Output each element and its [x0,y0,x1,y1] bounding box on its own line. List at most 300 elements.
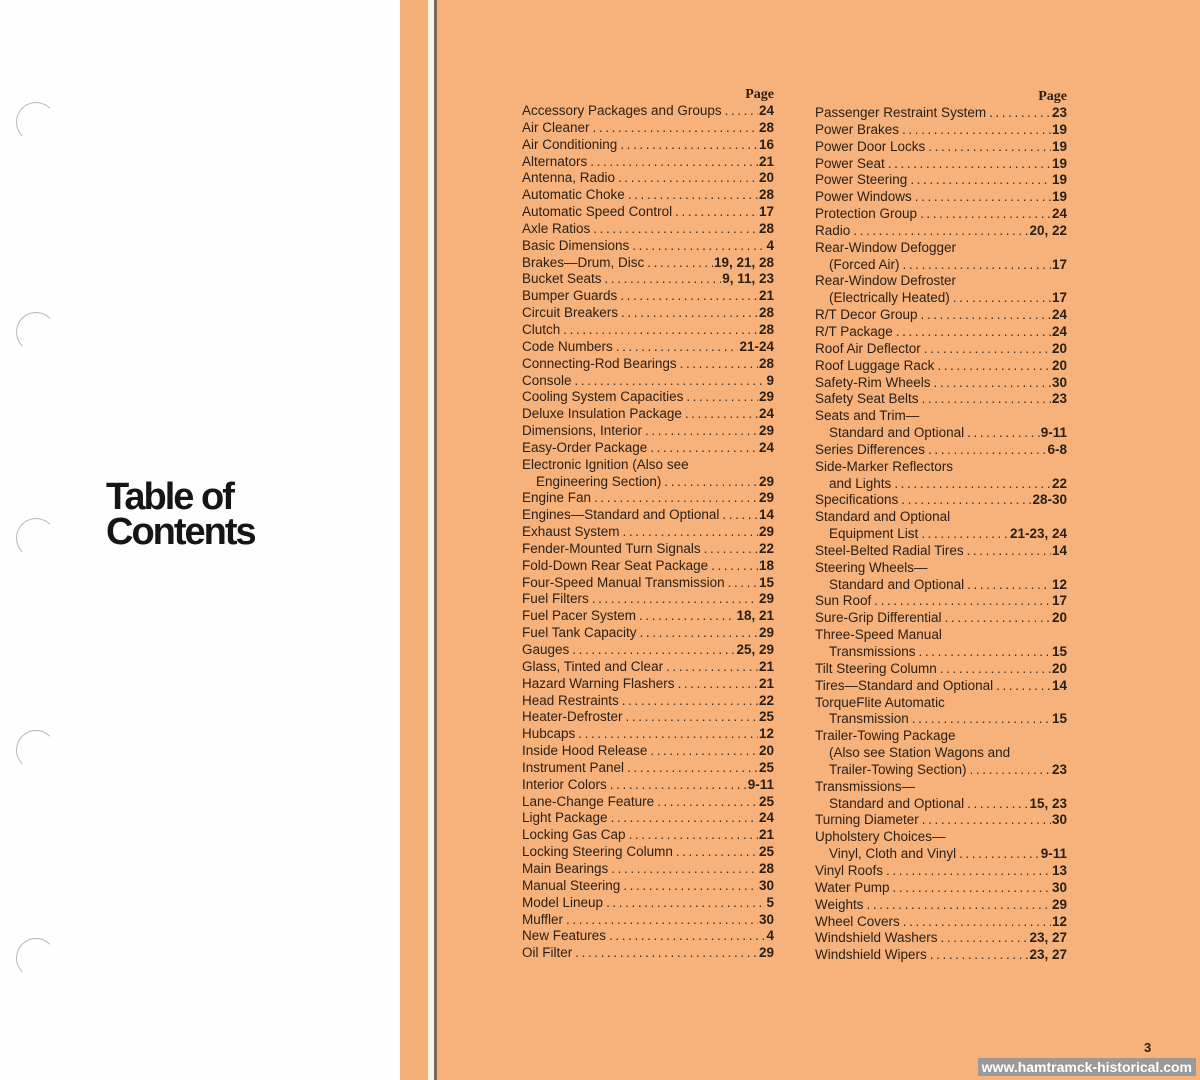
entry-label: Windshield Washers [815,930,938,946]
index-entry [522,575,774,592]
entry-page: 25 [758,709,774,725]
dot-leader [909,711,1051,728]
entry-page: 17 [758,204,774,220]
index-entry [815,678,1067,695]
index-entry [522,423,774,440]
entry-label: Equipment List [829,526,919,542]
index-entry [522,288,774,305]
index-entry [522,794,774,811]
entry-label: Inside Hood Release [522,743,648,759]
dot-leader [925,442,1046,459]
index-entry [815,156,1067,173]
index-entry [522,339,774,356]
entry-label: Specifications [815,492,899,508]
dot-leader [563,912,758,929]
index-entry [815,745,1067,762]
index-entry [815,526,1067,543]
entry-page: 22 [1051,475,1067,491]
dot-leader [637,625,758,642]
entry-page: 4 [766,237,774,253]
dot-leader [682,406,758,423]
dot-leader [864,897,1051,914]
dot-leader [624,760,758,777]
dot-leader [677,356,758,373]
dot-leader [891,476,1051,493]
entry-label: Bumper Guards [522,288,618,304]
entry-label: (Electrically Heated) [829,290,950,306]
entry-label: Code Numbers [522,338,613,354]
entry-page: 15 [1051,644,1067,659]
dot-leader [647,440,758,457]
dot-leader [950,290,1051,307]
entry-label: Fuel Pacer System [522,608,637,624]
entry-page: 29 [758,591,774,607]
entry-page: 9 [766,372,774,388]
entry-page: 23 [1051,391,1067,407]
entry-label: Protection Group [815,206,918,222]
index-entry [522,912,774,929]
index-entry [815,829,1067,846]
entry-label: Rear-Window Defroster [815,273,957,289]
dot-leader [719,507,758,524]
entry-label: Connecting-Rod Bearings [522,355,677,371]
index-entry [815,341,1067,358]
index-entry [522,238,774,255]
entry-page: 28 [758,321,774,337]
dot-leader [647,743,758,760]
entry-page: 18, 21 [736,608,774,624]
entry-page: 28-30 [1032,492,1067,508]
index-entry [522,777,774,794]
left-page [0,0,400,1080]
index-entry [815,560,1067,577]
dot-leader [964,543,1051,560]
entry-label: Sun Roof [815,593,872,609]
entry-page: 25 [758,844,774,860]
entry-label: TorqueFlite Automatic [815,694,945,710]
entry-page: 29 [758,473,774,489]
index-entry [522,726,774,743]
contents-page [437,0,1200,1080]
entry-label: Roof Air Deflector [815,340,921,356]
binder-hole [16,518,56,558]
entry-label: Clutch [522,321,561,337]
index-entry [522,490,774,507]
entry-label: Tires—Standard and Optional [815,677,994,693]
index-entry [522,440,774,457]
dot-leader [890,880,1051,897]
entry-page: 6-8 [1047,441,1067,457]
entry-label: Air Conditioning [522,136,618,152]
dot-leader [629,238,765,255]
dot-leader [917,206,1051,223]
index-entry [522,591,774,608]
entry-label: Light Package [522,810,608,826]
entry-label: Axle Ratios [522,220,591,236]
entry-label: Power Seat [815,155,885,171]
entry-page: 30 [1051,879,1067,895]
entry-page: 29 [758,490,774,506]
entry-label: Deluxe Insulation Package [522,406,682,422]
dot-leader [900,914,1051,931]
index-entry [522,457,774,474]
entry-page: 17 [1051,256,1067,272]
dot-leader [918,307,1051,324]
entry-page: 30 [758,877,774,893]
index-entry [522,221,774,238]
entry-page: 20 [1051,610,1067,626]
dot-leader [602,271,722,288]
index-entry [815,257,1067,274]
entry-page: 14 [758,507,774,523]
entry-page: 21 [758,288,774,304]
index-entry [815,728,1067,745]
index-entry [522,676,774,693]
entry-page: 21 [758,827,774,843]
index-entry [815,711,1067,728]
dot-leader [620,524,758,541]
entry-page: 19 [1051,155,1067,171]
dot-leader [572,945,758,962]
spine-stripe [400,0,428,1080]
dot-leader [898,492,1031,509]
entry-label: Bucket Seats [522,271,602,287]
entry-page: 14 [1051,677,1067,693]
index-entry [815,914,1067,931]
entry-label: Circuit Breakers [522,305,619,321]
dot-leader [575,726,758,743]
index-entry [815,593,1067,610]
entry-label: Main Bearings [522,860,609,876]
index-entry [522,255,774,272]
index-entry [815,442,1067,459]
index-entry [522,861,774,878]
dot-leader [942,610,1051,627]
dot-leader [626,827,758,844]
entry-page: 20 [758,743,774,759]
entry-page: 23, 27 [1029,930,1067,946]
entry-page: 17 [1051,593,1067,609]
title-line: Table of [106,476,233,518]
index-entry [815,627,1067,644]
entry-label: Engine Fan [522,490,592,506]
entry-page: 29 [758,389,774,405]
dot-leader [619,693,758,710]
entry-page: 23 [1051,761,1067,777]
entry-page: 24 [1051,206,1067,222]
entry-label: Lane-Change Feature [522,793,655,809]
entry-page: 14 [1051,542,1067,558]
dot-leader [907,172,1051,189]
index-entry [522,642,774,659]
entry-page: 30 [758,911,774,927]
entry-page: 21 [758,658,774,674]
entry-page: 21 [758,153,774,169]
entry-label: Hubcaps [522,726,576,742]
entry-label: Automatic Speed Control [522,204,673,220]
entry-label: Vinyl Roofs [815,862,884,878]
dot-leader [927,947,1029,964]
entry-label: Instrument Panel [522,759,625,775]
dot-leader [661,474,758,491]
index-entry [815,358,1067,375]
index-entry [522,558,774,575]
index-entry [815,644,1067,661]
entry-label: Automatic Choke [522,187,625,203]
entry-label: Safety-Rim Wheels [815,374,931,390]
entry-page: 20 [1051,357,1067,373]
index-entry [522,608,774,625]
entry-label: Console [522,372,572,388]
dot-leader [931,375,1051,392]
entry-label: Cooling System Capacities [522,389,684,405]
dot-leader [608,861,758,878]
dot-leader [644,255,713,272]
index-entry [522,170,774,187]
entry-page: 29 [758,524,774,540]
index-entry [815,779,1067,796]
index-entry [522,373,774,390]
index-entry [815,897,1067,914]
page-title [106,476,255,553]
dot-leader [708,558,758,575]
entry-label: Roof Luggage Rack [815,357,935,373]
entry-label: Antenna, Radio [522,170,616,186]
entry-label: Locking Gas Cap [522,827,626,843]
page-column-header: Page [1038,89,1067,104]
entry-page: 28 [758,305,774,321]
entry-page: 21-23, 24 [1009,526,1067,542]
entry-label: Air Cleaner [522,119,590,135]
dot-leader [921,341,1051,358]
dot-leader [620,878,758,895]
index-entry [522,743,774,760]
index-entry [815,290,1067,307]
index-entry [522,103,774,120]
dot-leader [912,189,1051,206]
index-entry [522,827,774,844]
entry-page: 29 [1051,896,1067,912]
entry-page: 12 [1051,913,1067,929]
index-entry [522,187,774,204]
entry-label: Interior Colors [522,776,607,792]
index-entry [815,695,1067,712]
entry-label: Side-Marker Reflectors [815,458,954,474]
entry-label: Muffler [522,911,564,927]
entry-label: Windshield Wipers [815,947,927,963]
entry-label: Wheel Covers [815,913,900,929]
entry-label: R/T Decor Group [815,307,918,323]
dot-leader [663,659,758,676]
entry-label: Fuel Tank Capacity [522,625,637,641]
entry-label: Fold-Down Rear Seat Package [522,557,709,573]
entry-label: Heater-Defroster [522,709,623,725]
entry-label: Power Steering [815,172,908,188]
entry-label: Transmissions [829,644,916,659]
entry-page: 24 [758,439,774,455]
dot-leader [607,777,747,794]
dot-leader [925,139,1051,156]
entry-page: 25 [758,793,774,809]
entry-label: Engines—Standard and Optional [522,507,720,523]
dot-leader [587,154,758,171]
entry-label: (Forced Air) [829,256,900,272]
dot-leader [590,120,758,137]
dot-leader [883,863,1051,880]
index-entry [522,120,774,137]
dot-leader [618,305,758,322]
index-entry [522,137,774,154]
entry-page: 24 [758,810,774,826]
entry-page: 23, 27 [1029,947,1067,963]
entry-page: 20 [1051,340,1067,356]
entry-label: Water Pump [815,879,890,895]
entry-label: Standard and Optional [829,576,965,592]
entry-page: 20 [1051,660,1067,676]
dot-leader [675,676,758,693]
entry-page: 29 [758,945,774,961]
index-entry [522,322,774,339]
entry-label: R/T Package [815,323,893,339]
entry-label: and Lights [829,475,892,491]
dot-leader [673,844,758,861]
index-column-1 [522,87,774,962]
page-column-header: Page [745,87,774,102]
dot-leader [725,575,758,592]
entry-label: (Also see Station Wagons and [829,745,1011,761]
index-entry [815,796,1067,813]
entry-label: Fender-Mounted Turn Signals [522,540,701,556]
entry-page: 17 [1051,290,1067,306]
entry-page: 20 [758,170,774,186]
dot-leader [937,661,1051,678]
entry-label: Gauges [522,642,570,657]
dot-leader [993,678,1051,695]
dot-leader [956,846,1040,863]
index-column-2 [815,89,1067,964]
entry-page: 13 [1051,862,1067,878]
entry-label: Four-Speed Manual Transmission [522,574,725,590]
entry-page: 19 [1051,172,1067,188]
entry-page: 24 [758,406,774,422]
dot-leader [589,591,758,608]
dot-leader [617,288,758,305]
entry-page: 25, 29 [736,642,774,657]
entry-page: 21-24 [739,338,774,354]
index-entry [522,928,774,945]
dot-leader [613,339,739,356]
entry-label: Manual Steering [522,877,621,893]
index-entry [522,844,774,861]
entry-label: Series Differences [815,441,926,457]
index-entry [815,307,1067,324]
index-entry [815,391,1067,408]
index-entry [522,524,774,541]
dot-leader [964,796,1028,813]
entry-label: Standard and Optional [815,509,951,525]
dot-leader [934,358,1051,375]
entry-page: 19 [1051,189,1067,205]
entry-label: Engineering Section) [536,473,662,489]
index-entry [522,810,774,827]
entry-page: 18 [758,557,774,573]
index-entry [522,760,774,777]
dot-leader [672,204,758,221]
page-number: 3 [1144,1040,1152,1055]
entry-page: 20, 22 [1029,222,1067,238]
dot-leader [722,103,758,120]
index-entry [815,492,1067,509]
entry-label: Oil Filter [522,945,573,961]
entry-label: Trailer-Towing Section) [829,761,967,777]
dot-leader [642,423,758,440]
index-entry [815,408,1067,425]
entry-page: 28 [758,187,774,203]
index-entry [815,476,1067,493]
entry-label: Power Brakes [815,121,900,137]
dot-leader [850,223,1028,240]
dot-leader [617,137,758,154]
entry-page: 15, 23 [1029,795,1067,811]
index-entry [815,375,1067,392]
entry-label: Seats and Trim— [815,408,920,424]
dot-leader [916,644,1051,661]
index-entry [522,406,774,423]
dot-leader [967,762,1051,779]
index-entry [522,305,774,322]
entry-label: Head Restraints [522,692,619,708]
entry-page: 30 [1051,812,1067,828]
index-entry [815,846,1067,863]
entry-label: Exhaust System [522,524,620,540]
entry-label: Hazard Warning Flashers [522,675,675,691]
entry-label: Radio [815,222,851,238]
index-entry [815,762,1067,779]
entry-label: Rear-Window Defogger [815,239,957,255]
binder-hole [16,312,56,352]
index-entry [815,240,1067,257]
dot-leader [701,541,758,558]
index-entry [522,204,774,221]
index-entry [522,271,774,288]
index-entry [522,154,774,171]
dot-leader [919,391,1051,408]
entry-label: Power Door Locks [815,138,926,154]
dot-leader [615,170,758,187]
dot-leader [900,257,1051,274]
entry-label: New Features [522,928,607,944]
dot-leader [623,709,758,726]
entry-label: Turning Diameter [815,812,919,828]
dot-leader [606,928,765,945]
binder-hole [16,938,56,978]
entry-label: Passenger Restraint System [815,105,987,120]
dot-leader [918,526,1009,543]
entry-label: Standard and Optional [829,795,965,811]
entry-label: Dimensions, Interior [522,423,643,439]
dot-leader [636,608,735,625]
dot-leader [560,322,758,339]
entry-page: 15 [1051,711,1067,727]
entry-label: Fuel Filters [522,591,589,607]
dot-leader [964,577,1051,594]
entry-label: Power Windows [815,189,912,205]
entry-label: Tilt Steering Column [815,660,937,676]
entry-page: 22 [758,540,774,556]
entry-label: Basic Dimensions [522,237,630,253]
index-entry [522,945,774,962]
entry-page: 28 [758,119,774,135]
